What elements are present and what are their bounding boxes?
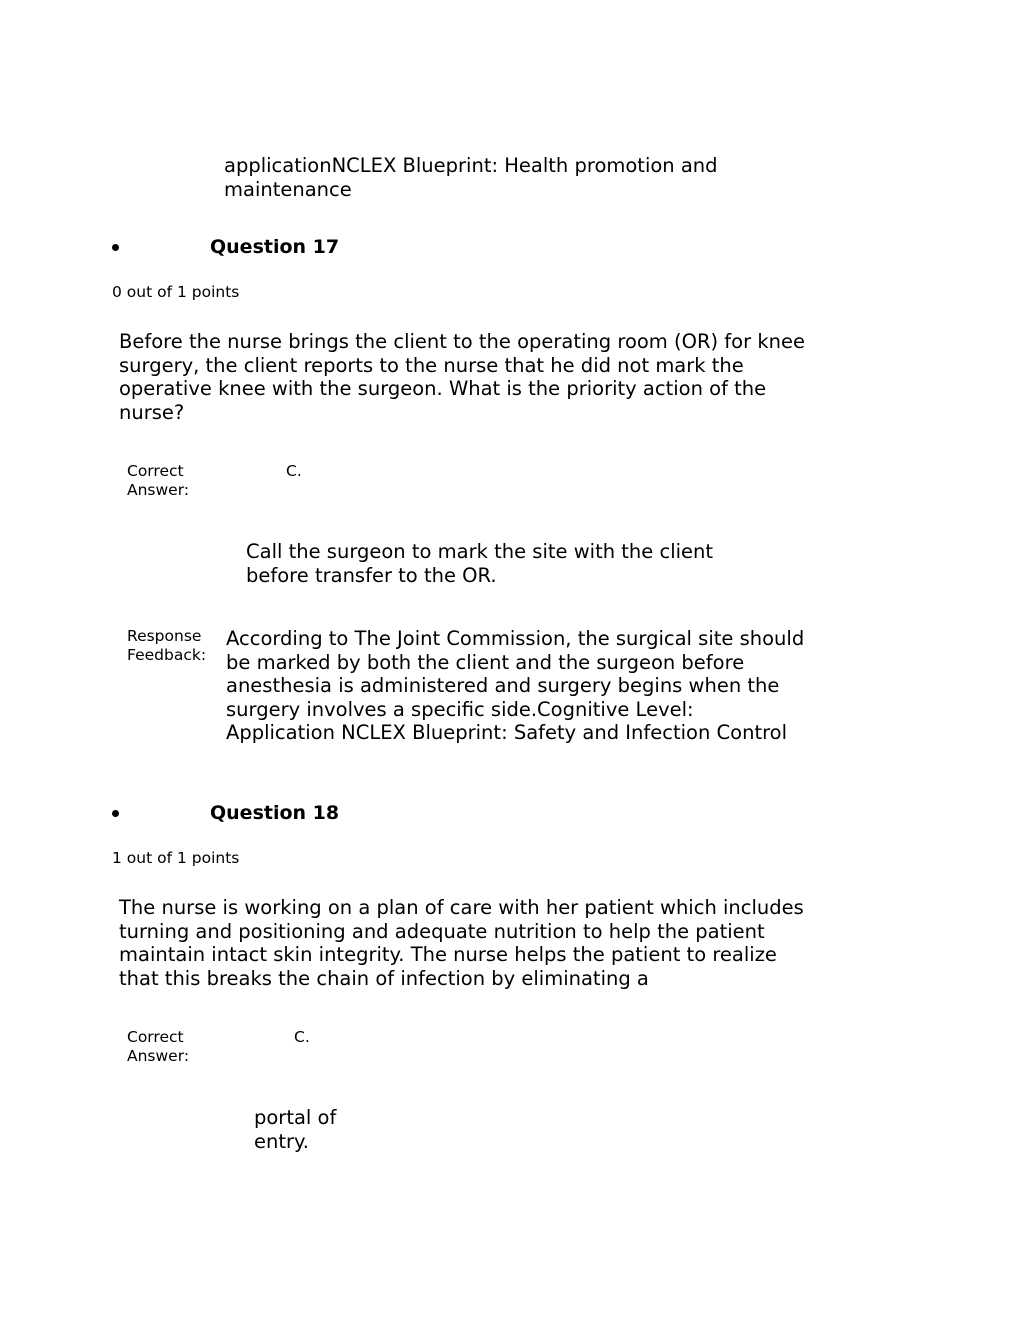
question-prompt: Before the nurse brings the client to the operating room (OR) for knee surgery, the client reports to the nurse that he did not mark the operative knee with the surgeon. What is the priority action of the nurse? <box>119 330 805 424</box>
question-title: Question 17 <box>210 236 340 258</box>
correct-answer-letter: C. <box>286 462 302 480</box>
response-feedback-text: According to The Joint Commission, the surgical site should be marked by both the client and the surgeon before anesthesia is administered and surgery begins when the surgery involves a specific side.Cognitive Level: Application NCLEX Blueprint: Safety and Infection Control <box>226 627 805 744</box>
question-points: 1 out of 1 points <box>112 849 240 867</box>
question-prompt: The nurse is working on a plan of care with her patient which includes turning and positioning and adequate nutrition to help the patient maintain intact skin integrity. The nurse helps the patient to realize that this breaks the chain of infection by eliminating a <box>119 896 804 990</box>
correct-answer-label: Correct Answer: <box>127 462 190 499</box>
correct-answer-letter: C. <box>294 1028 310 1046</box>
correct-answer-label: Correct Answer: <box>127 1028 190 1065</box>
bullet-icon <box>112 244 119 251</box>
bullet-icon <box>112 810 119 817</box>
question-points: 0 out of 1 points <box>112 283 240 301</box>
previous-feedback-continuation: applicationNCLEX Blueprint: Health promotion and maintenance <box>224 154 718 201</box>
correct-answer-text: portal of entry. <box>254 1106 337 1153</box>
question-title: Question 18 <box>210 802 340 824</box>
correct-answer-text: Call the surgeon to mark the site with the client before transfer to the OR. <box>246 540 714 587</box>
response-feedback-label: Response Feedback: <box>127 627 207 664</box>
